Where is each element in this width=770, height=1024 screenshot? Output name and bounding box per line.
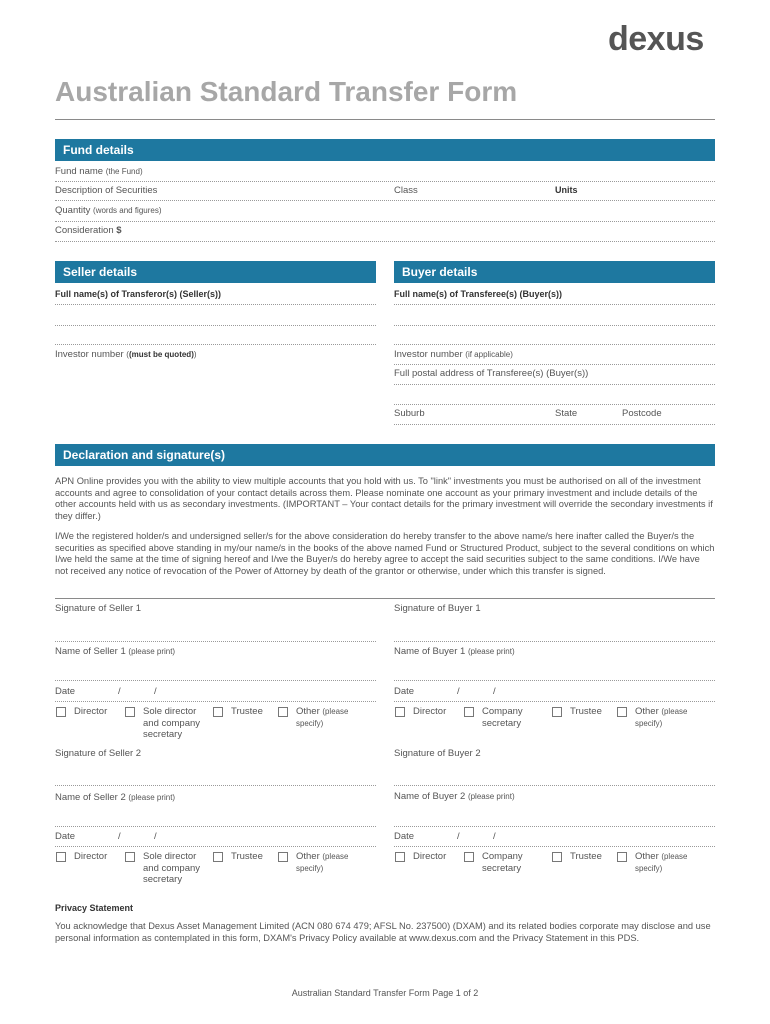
seller-investor-number-label: Investor number ((must be quoted)) xyxy=(55,349,197,360)
description-label: Description of Securities xyxy=(55,185,158,196)
seller1-other-label: Other (please specify) xyxy=(296,706,349,728)
buyer2-company-secretary-checkbox[interactable] xyxy=(464,852,474,862)
privacy-heading: Privacy Statement xyxy=(55,903,134,913)
seller1-date-slash-2: / xyxy=(154,686,157,697)
privacy-text: You acknowledge that Dexus Asset Management Limited (ACN 080 674 479; AFSL No. 237500) (DXAM) and its related bodies corporate may disclose and use personal information as contemplated in this form, DXAM's Privacy Policy available at www.dexus.com and the Privacy Statement in this PDS. xyxy=(55,921,711,943)
seller-name-line-2[interactable] xyxy=(55,325,376,326)
quantity-field[interactable] xyxy=(55,221,715,222)
seller1-date-field[interactable] xyxy=(55,701,376,702)
fund-name-label: Fund name (the Fund) xyxy=(55,166,143,177)
buyer2-name-field[interactable] xyxy=(394,826,715,827)
buyer-name-line-3[interactable] xyxy=(394,344,715,345)
seller2-trustee-label: Trustee xyxy=(231,851,263,862)
seller2-date-label: Date xyxy=(55,831,76,842)
title-rule xyxy=(55,119,715,120)
seller2-trustee-checkbox[interactable] xyxy=(213,852,223,862)
seller2-name-field[interactable] xyxy=(55,826,376,827)
description-field[interactable] xyxy=(55,200,715,201)
seller1-director-checkbox[interactable] xyxy=(56,707,66,717)
seller2-other-checkbox[interactable] xyxy=(278,852,288,862)
seller2-sole-director-checkbox[interactable] xyxy=(125,852,135,862)
seller2-other-label: Other (please specify) xyxy=(296,851,349,873)
seller1-name-field[interactable] xyxy=(55,680,376,681)
page-footer: Australian Standard Transfer Form Page 1 of 2 xyxy=(291,988,479,998)
buyer1-date-label: Date xyxy=(394,686,415,697)
buyer-postal-line-2[interactable] xyxy=(394,404,715,405)
quantity-label: Quantity (words and figures) xyxy=(55,205,162,216)
buyer1-date-slash-2: / xyxy=(493,686,496,697)
seller1-trustee-checkbox[interactable] xyxy=(213,707,223,717)
buyer2-trustee-label: Trustee xyxy=(570,851,602,862)
seller2-name-label: Name of Seller 2 (please print) xyxy=(55,792,176,803)
suburb-field[interactable] xyxy=(394,424,715,425)
buyer-full-names-label: Full name(s) of Transferee(s) (Buyer(s)) xyxy=(394,289,563,299)
buyer2-other-checkbox[interactable] xyxy=(617,852,627,862)
buyer-investor-number-label: Investor number (if applicable) xyxy=(394,349,513,360)
buyer-investor-number-field[interactable] xyxy=(394,364,715,365)
buyer-postal-label: Full postal address of Transferee(s) (Buyer(s)) xyxy=(394,368,589,379)
buyer2-trustee-checkbox[interactable] xyxy=(552,852,562,862)
seller2-director-checkbox[interactable] xyxy=(56,852,66,862)
seller2-signature-field[interactable] xyxy=(55,785,376,786)
buyer1-date-slash-1: / xyxy=(457,686,460,697)
buyer1-director-checkbox[interactable] xyxy=(395,707,405,717)
seller1-date-slash-1: / xyxy=(118,686,121,697)
state-label: State xyxy=(555,408,578,419)
buyer2-signature-field[interactable] xyxy=(394,785,715,786)
buyer2-date-field[interactable] xyxy=(394,846,715,847)
buyer-name-line-1[interactable] xyxy=(394,304,715,305)
declaration-header: Declaration and signature(s) xyxy=(55,444,715,466)
seller1-date-label: Date xyxy=(55,686,76,697)
buyer1-trustee-checkbox[interactable] xyxy=(552,707,562,717)
seller2-signature-label: Signature of Seller 2 xyxy=(55,748,142,759)
seller1-sole-director-label: Sole director and company secretary xyxy=(143,706,201,740)
consideration-label: Consideration $ xyxy=(55,225,122,236)
seller-details-header: Seller details xyxy=(55,261,376,283)
buyer1-date-field[interactable] xyxy=(394,701,715,702)
declaration-paragraph-2: I/We the registered holder/s and undersigned seller/s for the above consideration do hereby transfer to the above name/s here inafter called the Buyer/s the securities as specified above standing in my/our name/s in the books of the above named Fund or Structured Product, subject to the several conditions on which I/we held the same at the time of signing hereof and I/we the Buyer/s do hereby agree to accept the said securities subject to the same conditions. I/We have not received any notice of revocation of the Power of Attorney by death of the grantor or otherwise, under which this transfer is signed. xyxy=(55,531,715,576)
buyer-name-line-2[interactable] xyxy=(394,325,715,326)
buyer1-signature-field[interactable] xyxy=(394,641,715,642)
buyer1-name-label: Name of Buyer 1 (please print) xyxy=(394,646,515,657)
seller-name-line-1[interactable] xyxy=(55,304,376,305)
seller2-date-slash-2: / xyxy=(154,831,157,842)
buyer-details-header: Buyer details xyxy=(394,261,715,283)
buyer2-signature-label: Signature of Buyer 2 xyxy=(394,748,481,759)
declaration-paragraph-1: APN Online provides you with the ability to view multiple accounts that you hold with us. To "link" investments you must be authorised on all of the investment accounts and agree to consolidation of your contact details across them. Please nominate one account as your primary investment and include details of the other accounts held with us as secondary investments. (IMPORTANT – Your contact details for the primary investment will override the secondary investments if they differ.) xyxy=(55,476,713,521)
declaration-rule xyxy=(55,598,715,599)
seller1-signature-label: Signature of Seller 1 xyxy=(55,603,142,614)
buyer2-director-checkbox[interactable] xyxy=(395,852,405,862)
seller2-director-label: Director xyxy=(74,851,108,862)
buyer1-other-checkbox[interactable] xyxy=(617,707,627,717)
seller2-sole-director-label: Sole director and company secretary xyxy=(143,851,201,885)
buyer2-director-label: Director xyxy=(413,851,447,862)
buyer2-company-secretary-label: Company secretary xyxy=(482,851,523,874)
seller1-trustee-label: Trustee xyxy=(231,706,263,717)
buyer1-signature-label: Signature of Buyer 1 xyxy=(394,603,481,614)
buyer1-name-field[interactable] xyxy=(394,680,715,681)
buyer-postal-line-1[interactable] xyxy=(394,384,715,385)
buyer1-trustee-label: Trustee xyxy=(570,706,602,717)
buyer2-date-label: Date xyxy=(394,831,415,842)
buyer2-name-label: Name of Buyer 2 (please print) xyxy=(394,791,515,802)
units-label: Units xyxy=(555,185,578,195)
postcode-label: Postcode xyxy=(622,408,662,419)
seller2-date-field[interactable] xyxy=(55,846,376,847)
buyer1-company-secretary-label: Company secretary xyxy=(482,706,523,729)
page-title: Australian Standard Transfer Form xyxy=(55,76,518,107)
seller-full-names-label: Full name(s) of Transferor(s) (Seller(s)) xyxy=(55,289,222,299)
seller1-director-label: Director xyxy=(74,706,108,717)
suburb-label: Suburb xyxy=(394,408,425,419)
consideration-field[interactable] xyxy=(55,241,715,242)
buyer2-date-slash-1: / xyxy=(457,831,460,842)
seller1-signature-field[interactable] xyxy=(55,641,376,642)
buyer1-company-secretary-checkbox[interactable] xyxy=(464,707,474,717)
seller1-other-checkbox[interactable] xyxy=(278,707,288,717)
buyer2-date-slash-2: / xyxy=(493,831,496,842)
seller1-sole-director-checkbox[interactable] xyxy=(125,707,135,717)
class-label: Class xyxy=(394,185,418,196)
seller-name-line-3[interactable] xyxy=(55,344,376,345)
dexus-logo: dexus xyxy=(608,20,704,58)
fund-details-header: Fund details xyxy=(55,139,715,161)
fund-name-field[interactable] xyxy=(55,181,715,182)
buyer1-other-label: Other (please specify) xyxy=(635,706,688,728)
buyer1-director-label: Director xyxy=(413,706,447,717)
buyer2-other-label: Other (please specify) xyxy=(635,851,688,873)
seller2-date-slash-1: / xyxy=(118,831,121,842)
seller1-name-label: Name of Seller 1 (please print) xyxy=(55,646,176,657)
